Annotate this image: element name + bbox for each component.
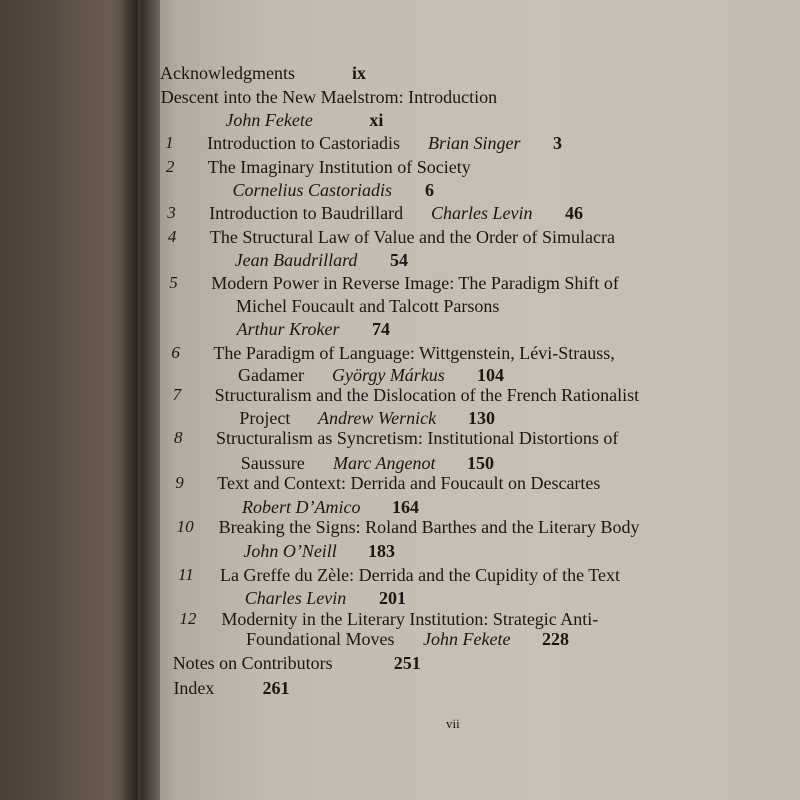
acknowledgments-title: Acknowledgments: [160, 63, 295, 83]
book-page: [138, 0, 800, 800]
chapter-6-title-line-2: Gadamer: [238, 365, 305, 385]
chapter-1-title-line-1: Introduction to Castoriadis: [207, 133, 401, 153]
chapter-3-title-line-1: Introduction to Baudrillard: [209, 203, 404, 223]
introduction-page: xi: [369, 110, 384, 130]
chapter-6-title-line-1: The Paradigm of Language: Wittgenstein, Lévi-Strauss,: [213, 343, 615, 363]
chapter-11-number: 11: [178, 565, 194, 584]
chapter-2-page: 6: [425, 180, 434, 200]
chapter-5-title-line-2: Michel Foucault and Talcott Parsons: [235, 296, 500, 316]
chapter-8-title-line-2: Saussure: [240, 453, 305, 473]
chapter-7-title-line-1: Structuralism and the Dislocation of the French Rationalist: [214, 385, 640, 405]
index-page: 261: [262, 678, 290, 698]
chapter-5-author: Arthur Kroker: [236, 319, 340, 339]
chapter-9-title-line-1: Text and Context: Derrida and Foucault on Descartes: [217, 473, 601, 493]
acknowledgments-page: ix: [352, 63, 367, 83]
chapter-3-page: 46: [565, 203, 583, 223]
chapter-9-page: 164: [392, 497, 419, 517]
chapter-12-title-line-2: Foundational Moves: [245, 629, 395, 649]
introduction-title: Descent into the New Maelstrom: Introduction: [160, 87, 498, 107]
chapter-6-author: György Márkus: [332, 365, 445, 385]
chapter-1-author: Brian Singer: [428, 133, 521, 153]
chapter-1-number: 1: [165, 133, 174, 152]
chapter-1-page: 3: [553, 133, 562, 153]
chapter-2-author: Cornelius Castoriadis: [232, 180, 393, 200]
chapter-8-author: Marc Angenot: [333, 453, 436, 473]
chapter-6-number: 6: [171, 343, 180, 362]
chapter-12-page: 228: [542, 629, 569, 649]
chapter-4-number: 4: [167, 227, 177, 246]
chapter-7-page: 130: [468, 408, 495, 428]
notes-page: 251: [393, 653, 421, 673]
chapter-3-author: Charles Levin: [431, 203, 533, 223]
chapter-11-title-line-1: La Greffe du Zèle: Derrida and the Cupidity of the Text: [220, 565, 620, 585]
chapter-11-author: Charles Levin: [244, 588, 347, 608]
chapter-2-title-line-1: The Imaginary Institution of Society: [207, 157, 471, 177]
chapter-10-page: 183: [368, 541, 395, 561]
chapter-9-author: Robert D’Amico: [242, 497, 361, 517]
notes-title: Notes on Contributors: [172, 653, 333, 673]
chapter-4-page: 54: [390, 250, 408, 270]
index-title: Index: [173, 678, 215, 698]
chapter-10-author: John O’Neill: [243, 541, 337, 561]
book-gutter-shadow: [120, 0, 160, 800]
chapter-10-number: 10: [176, 517, 194, 536]
chapter-9-number: 9: [175, 473, 184, 492]
chapter-4-title-line-1: The Structural Law of Value and the Order of Simulacra: [209, 227, 615, 247]
chapter-5-number: 5: [169, 273, 178, 292]
chapter-12-number: 12: [179, 609, 197, 628]
chapter-5-title-line-1: Modern Power in Reverse Image: The Paradigm Shift of: [211, 273, 619, 293]
chapter-8-number: 8: [173, 428, 183, 447]
chapter-2-number: 2: [165, 157, 175, 176]
chapter-8-page: 150: [467, 453, 494, 473]
chapter-3-number: 3: [167, 203, 176, 222]
chapter-4-author: Jean Baudrillard: [234, 250, 358, 270]
chapter-7-title-line-2: Project: [239, 408, 291, 428]
chapter-5-page: 74: [372, 319, 390, 339]
chapter-12-author: John Fekete: [423, 629, 511, 649]
introduction-author: John Fekete: [225, 110, 313, 130]
chapter-12-title-line-1: Modernity in the Literary Institution: Strategic Anti-: [221, 609, 599, 629]
chapter-10-title-line-1: Breaking the Signs: Roland Barthes and the Literary Body: [218, 517, 640, 537]
chapter-7-number: 7: [172, 385, 182, 404]
chapter-11-page: 201: [379, 588, 406, 608]
chapter-8-title-line-1: Structuralism as Syncretism: Institutional Distortions of: [215, 428, 619, 448]
page-folio: vii: [446, 716, 460, 731]
chapter-7-author: Andrew Wernick: [318, 408, 437, 428]
chapter-6-page: 104: [477, 365, 504, 385]
